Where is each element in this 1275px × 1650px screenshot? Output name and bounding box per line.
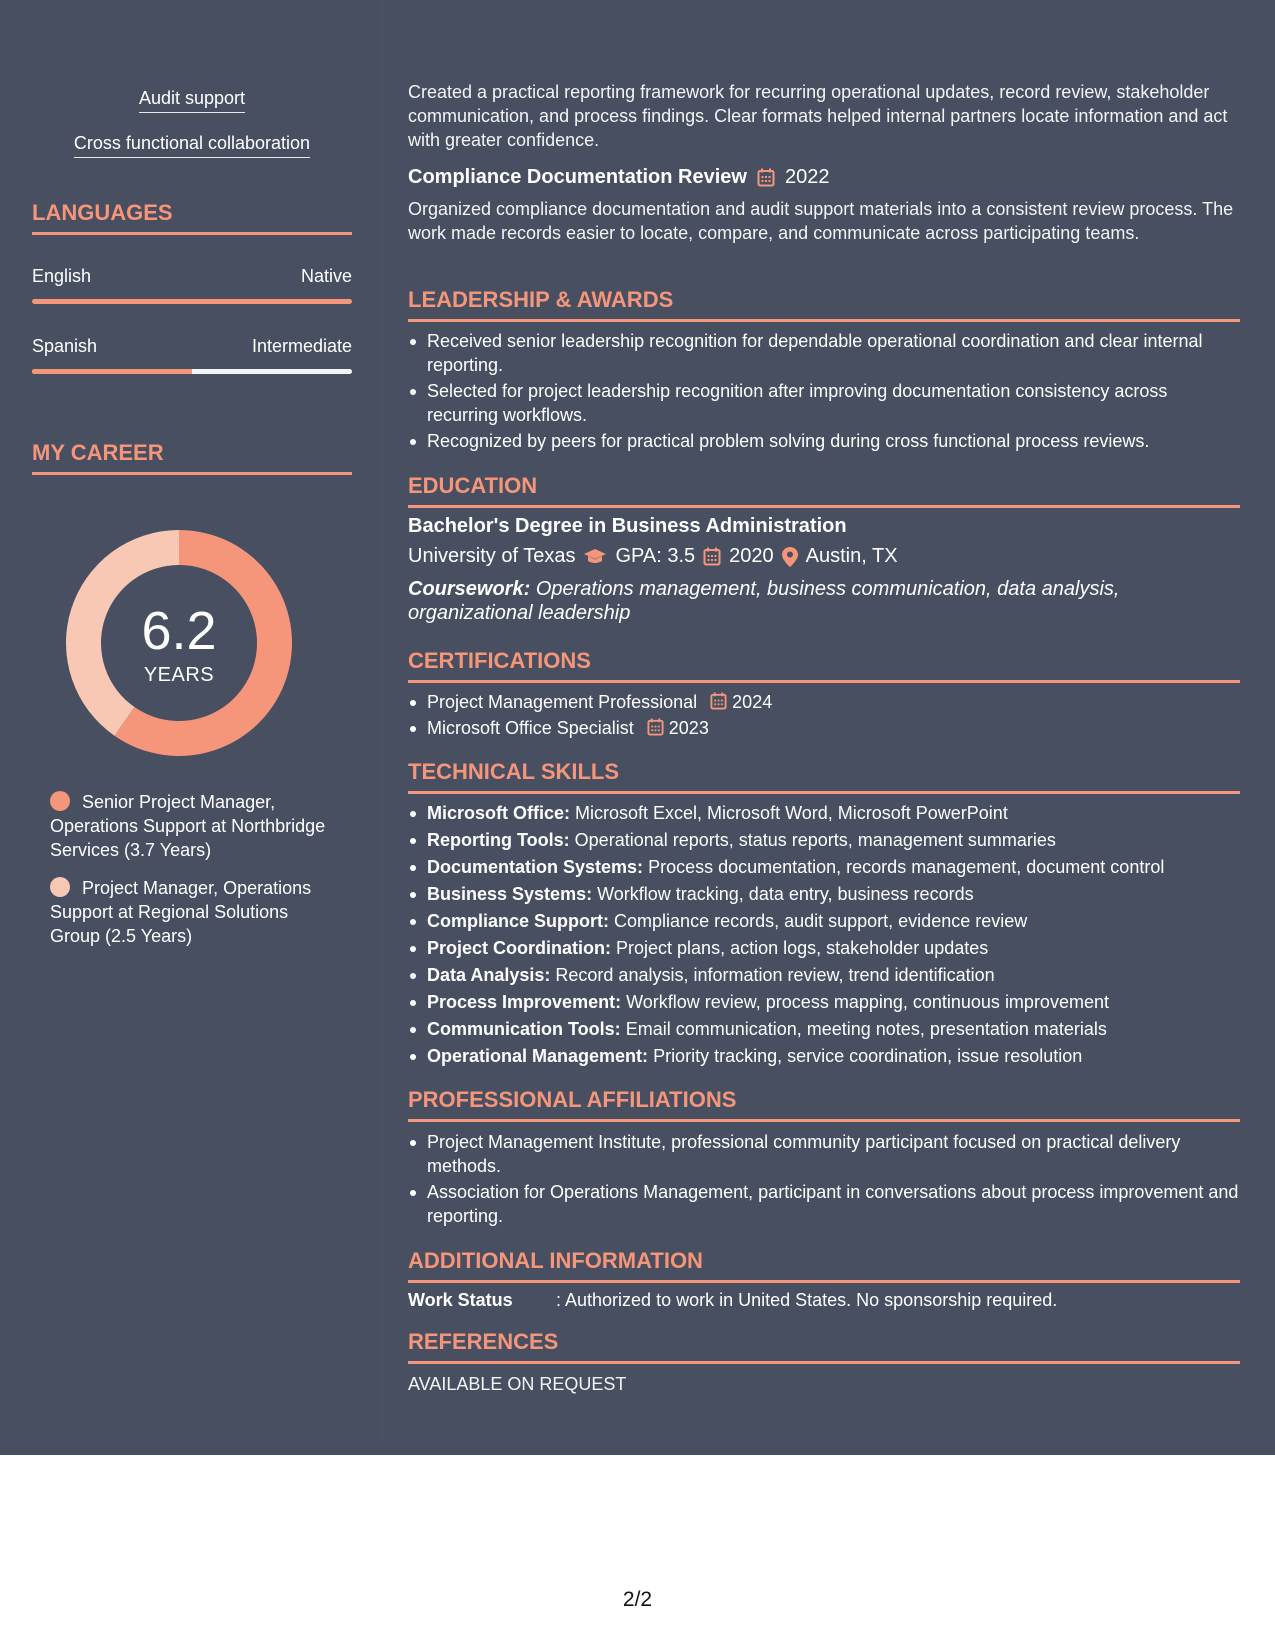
skill-item — [408, 909, 1240, 933]
calendar-icon — [647, 718, 664, 736]
strength-label: Cross functional collaboration — [74, 133, 310, 158]
skill-label: Compliance Support: — [427, 911, 610, 931]
strength-item — [32, 88, 352, 113]
certification-name: Project Management Professional — [427, 692, 698, 712]
language-proficiency-fill — [32, 369, 192, 374]
skills-list — [408, 801, 1240, 1071]
project-title: Compliance Documentation Review — [408, 166, 747, 188]
language-row — [32, 336, 352, 357]
skill-value: Microsoft Excel, Microsoft Word, Microsoft PowerPoint — [575, 803, 1008, 823]
certification-year: 2023 — [668, 718, 709, 738]
skill-value: Workflow tracking, data entry, business records — [597, 884, 974, 904]
graduation-year: 2020 — [729, 545, 774, 567]
project-year: 2022 — [784, 166, 830, 188]
leadership-heading: LEADERSHIP & AWARDS — [408, 287, 1240, 322]
project-title-row — [408, 166, 1240, 189]
languages-heading: LANGUAGES — [32, 200, 352, 235]
coursework-text: Operations management, business communication, data analysis, organizational leadership — [408, 578, 1120, 624]
skill-item — [408, 936, 1240, 960]
legend-dot — [50, 791, 70, 811]
coursework — [408, 577, 1240, 625]
skill-item — [408, 828, 1240, 852]
list-item: Received senior leadership recognition for dependable operational coordination and clear internal reporting. — [408, 329, 1240, 377]
education-details — [408, 545, 1240, 568]
sidebar — [32, 0, 352, 1455]
page-number: 2/2 — [622, 1588, 653, 1611]
list-item: Association for Operations Management, participant in conversations about process improvement and reporting. — [408, 1180, 1240, 1228]
gpa: GPA: 3.5 — [615, 545, 696, 567]
list-item — [408, 716, 1240, 740]
career-legend-item — [50, 790, 340, 862]
list-item: Recognized by peers for practical problem solving during cross functional process reviews. — [408, 429, 1240, 453]
location-pin-icon — [782, 547, 798, 567]
career-total-unit: YEARS — [143, 664, 215, 686]
career-legend-item — [50, 876, 340, 948]
skill-value: Workflow review, process mapping, continuous improvement — [626, 992, 1109, 1012]
legend-label: Project Manager, Operations Support at Regional Solutions Group (2.5 Years) — [50, 878, 312, 946]
career-total-value: 6.2 — [141, 601, 217, 661]
references-text: AVAILABLE ON REQUEST — [408, 1374, 627, 1394]
work-status-value: : Authorized to work in United States. No sponsorship required. — [556, 1290, 1058, 1310]
strength-label: Audit support — [139, 88, 245, 113]
skill-item — [408, 882, 1240, 906]
skill-item — [408, 963, 1240, 987]
language-name: Spanish — [32, 336, 98, 356]
references-heading: REFERENCES — [408, 1329, 1240, 1364]
skill-label: Reporting Tools: — [427, 830, 570, 850]
affiliations-list — [408, 1130, 1240, 1230]
skill-value: Process documentation, records management, document control — [648, 857, 1165, 877]
certification-year: 2024 — [732, 692, 773, 712]
column-divider — [382, 0, 383, 1440]
degree-title: Bachelor's Degree in Business Administration — [408, 515, 847, 537]
skill-label: Data Analysis: — [427, 965, 551, 985]
legend-label: Senior Project Manager, Operations Support at Northbridge Services (3.7 Years) — [50, 792, 326, 860]
school-name: University of Texas — [408, 545, 576, 567]
skill-value: Project plans, action logs, stakeholder updates — [616, 938, 989, 958]
language-row — [32, 266, 352, 287]
legend-dot — [50, 877, 70, 897]
strength-item — [32, 133, 352, 158]
work-status-label: Work Status — [408, 1290, 513, 1310]
graduation-cap-icon — [583, 548, 607, 566]
skills-heading: TECHNICAL SKILLS — [408, 759, 1240, 794]
skill-label: Documentation Systems: — [427, 857, 644, 877]
skill-label: Microsoft Office: — [427, 803, 571, 823]
list-item: Selected for project leadership recognition after improving documentation consistency across recurring workflows. — [408, 379, 1240, 427]
project-description: Organized compliance documentation and audit support materials into a consistent review process. The work made records easier to locate, compare, and communicate across participating teams. — [408, 199, 1234, 243]
language-level: Intermediate — [251, 336, 352, 356]
skill-value: Priority tracking, service coordination, issue resolution — [653, 1046, 1083, 1066]
language-level: Native — [300, 266, 352, 286]
additional-info-heading: ADDITIONAL INFORMATION — [408, 1248, 1240, 1283]
work-status-row — [408, 1290, 1240, 1311]
skill-label: Communication Tools: — [427, 1019, 621, 1039]
skill-item — [408, 1044, 1240, 1068]
skill-item — [408, 801, 1240, 825]
career-heading: MY CAREER — [32, 440, 352, 475]
coursework-label: Coursework: — [408, 578, 531, 600]
leadership-list — [408, 329, 1240, 455]
skill-label: Process Improvement: — [427, 992, 622, 1012]
language-name: English — [32, 266, 92, 286]
skill-item — [408, 990, 1240, 1014]
affiliations-heading: PROFESSIONAL AFFILIATIONS — [408, 1087, 1240, 1122]
skill-value: Record analysis, information review, trend identification — [555, 965, 995, 985]
list-item: Project Management Institute, professional community participant focused on practical delivery methods. — [408, 1130, 1240, 1178]
skill-label: Project Coordination: — [427, 938, 611, 958]
skill-item — [408, 1017, 1240, 1041]
language-proficiency-bar — [32, 369, 352, 374]
certifications-list — [408, 690, 1240, 742]
certification-name: Microsoft Office Specialist — [427, 718, 634, 738]
calendar-icon — [703, 547, 721, 566]
language-proficiency-fill — [32, 299, 352, 304]
certifications-heading: CERTIFICATIONS — [408, 648, 1240, 683]
skill-label: Business Systems: — [427, 884, 593, 904]
school-location: Austin, TX — [805, 545, 898, 567]
calendar-icon — [710, 692, 727, 710]
education-heading: EDUCATION — [408, 473, 1240, 508]
skill-item — [408, 855, 1240, 879]
skill-value: Email communication, meeting notes, presentation materials — [625, 1019, 1107, 1039]
list-item — [408, 690, 1240, 714]
language-proficiency-bar — [32, 299, 352, 304]
calendar-icon — [757, 168, 775, 187]
intro-paragraph: Created a practical reporting framework for recurring operational updates, record review, stakeholder communication, and process findings. Clear formats helped internal partners locate information and act with greater confidence. — [408, 82, 1228, 150]
skill-value: Operational reports, status reports, management summaries — [574, 830, 1056, 850]
skill-label: Operational Management: — [427, 1046, 649, 1066]
skill-value: Compliance records, audit support, evidence review — [614, 911, 1028, 931]
